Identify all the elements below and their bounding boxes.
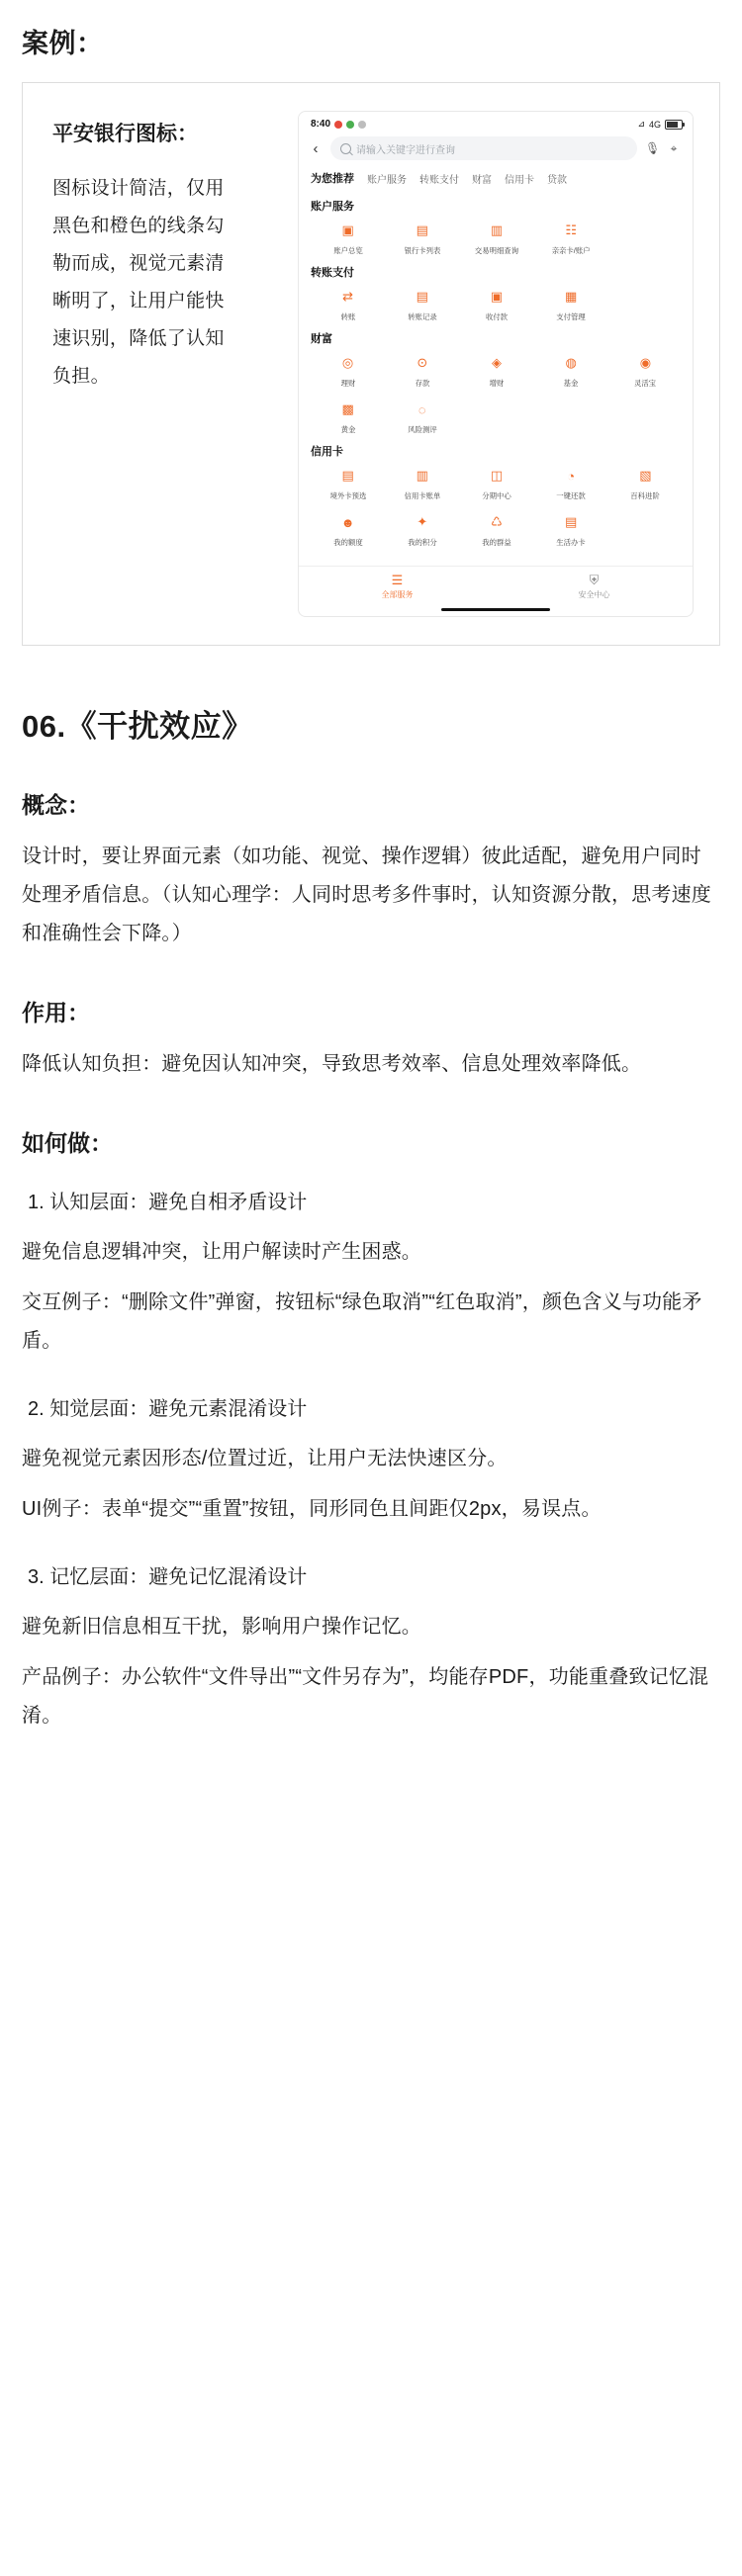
- scan-icon[interactable]: ⌖: [670, 140, 678, 155]
- status-left: [311, 119, 366, 130]
- tabbar-item-all-services[interactable]: [299, 574, 496, 600]
- pay-manage-icon: ▦: [565, 289, 578, 304]
- phone-tabs: [299, 168, 693, 192]
- grid-item[interactable]: [534, 220, 608, 256]
- section-account-service: [299, 192, 693, 258]
- grid-item[interactable]: [534, 465, 608, 501]
- grid-item-label: 风险测评: [408, 425, 437, 434]
- status-time: 8:40: [311, 119, 331, 130]
- grid-item[interactable]: [311, 220, 385, 256]
- tab-recommend[interactable]: 为您推荐: [311, 173, 354, 185]
- grid-item[interactable]: [459, 465, 533, 501]
- grid-item[interactable]: [385, 220, 459, 256]
- section-transfer-pay: [299, 258, 693, 324]
- section-wealth: [299, 324, 693, 437]
- grid-item[interactable]: [311, 399, 385, 435]
- concept-paragraph: 设计时，要让界面元素（如功能、视觉、操作逻辑）彼此适配，避免用户同时处理矛盾信息。（认知心理学：人同时思考多件事时，认知资源分散，思考速度和准确性会下降。）: [22, 845, 711, 944]
- grid-item-label: 银行卡列表: [404, 246, 441, 255]
- grid-item-label: 亲亲卡/账户: [551, 246, 591, 255]
- people-icon: ☷: [565, 222, 578, 237]
- grid-item[interactable]: [459, 286, 533, 322]
- grid-item-label: 收付款: [485, 312, 509, 321]
- grid-item-label: 我的群益: [482, 538, 511, 547]
- status-dot-green: [346, 121, 354, 129]
- grid-item-label: 百科进阶: [630, 491, 661, 500]
- receive-icon: ▣: [490, 289, 504, 304]
- icon-grid: [311, 286, 683, 322]
- grid-item-label: 账户总览: [332, 246, 363, 255]
- repay-icon: ◔: [567, 468, 576, 484]
- grid-item[interactable]: [385, 286, 459, 322]
- points-icon: ✦: [417, 514, 428, 529]
- grid-item[interactable]: [459, 511, 533, 548]
- search-placeholder: 请输入关键字进行查询: [356, 144, 455, 156]
- grid-item[interactable]: [385, 399, 459, 435]
- battery-icon: [665, 120, 683, 130]
- grid-item-label: 分期中心: [482, 491, 511, 500]
- tab-wealth[interactable]: 财富: [472, 174, 492, 186]
- risk-icon: ◌: [417, 401, 426, 417]
- case-body: 图标设计简洁，仅用黑色和橙色的线条勾勒而成，视觉元素清晰明了，让用户能快速识别，降低了认知负担。: [52, 177, 225, 387]
- deposit-icon: ⊙: [417, 355, 428, 370]
- list-item-title-3: 3. 记忆层面：避免记忆混淆设计: [28, 1566, 308, 1588]
- grid-item-label: 灵活宝: [634, 379, 657, 388]
- section-title: 账户服务: [311, 201, 354, 213]
- list-item-desc-1: 避免信息逻辑冲突，让用户解读时产生困惑。: [22, 1241, 421, 1263]
- grid-item-label: 理财: [340, 379, 355, 388]
- shield-icon: ⛨: [589, 573, 600, 587]
- gold-icon: ▩: [341, 401, 354, 416]
- grid-item-label: 我的积分: [408, 538, 437, 547]
- microphone-icon[interactable]: 🎙: [645, 141, 661, 155]
- grid-item[interactable]: [459, 220, 533, 256]
- grid-item-label: 基金: [563, 379, 579, 388]
- transfer-icon: ⇄: [342, 289, 354, 304]
- case-title: 平安银行图标：: [52, 123, 198, 145]
- growth-icon: ◈: [491, 355, 502, 370]
- list-item-example-1: 交互例子：“删除文件”弹窗，按钮标“绿色取消”“红色取消”，颜色含义与功能矛盾。: [22, 1291, 702, 1352]
- list-item-desc-3: 避免新旧信息相互干扰，影响用户操作记忆。: [22, 1616, 421, 1638]
- icon-grid: [311, 220, 683, 256]
- grid-item-label: 一键还款: [556, 491, 586, 500]
- grid-item-label: 我的额度: [332, 538, 363, 547]
- tab-credit-card[interactable]: 信用卡: [505, 174, 534, 186]
- grid-item[interactable]: [534, 511, 608, 548]
- phone-tabbar: [299, 566, 693, 604]
- status-dot-grey: [358, 121, 366, 129]
- status-right: [637, 119, 683, 130]
- wallet-icon: ▣: [341, 222, 354, 237]
- section-credit-card: [299, 437, 693, 550]
- grid-item[interactable]: [534, 352, 608, 389]
- status-network: 4G: [648, 119, 661, 130]
- grid-item[interactable]: [385, 511, 459, 548]
- grid-item[interactable]: [311, 465, 385, 501]
- back-arrow-icon[interactable]: ‹: [313, 139, 319, 157]
- phone-screenshot: [298, 111, 694, 617]
- grid-item-label: 转账记录: [408, 312, 437, 321]
- status-dot-red: [334, 121, 342, 129]
- icon-grid: [311, 352, 683, 435]
- list-item-title-2: 2. 知觉层面：避免元素混淆设计: [28, 1398, 308, 1420]
- grid-item-label: 支付管理: [556, 312, 586, 321]
- grid-item-label: 交易明细查询: [474, 246, 519, 255]
- phone-fade: [299, 550, 693, 566]
- grid-item[interactable]: [385, 352, 459, 389]
- card-icon: ▤: [416, 222, 428, 237]
- section-title: 财富: [311, 333, 332, 345]
- grid-item[interactable]: [385, 465, 459, 501]
- tabbar-label: 全部服务: [381, 590, 414, 599]
- list-item-title-1: 1. 认知层面：避免自相矛盾设计: [28, 1192, 308, 1213]
- grid-item-label: 增财: [489, 379, 505, 388]
- benefit-icon: ♺: [491, 514, 503, 529]
- quota-icon: ☻: [340, 514, 355, 530]
- effect-heading: 作用：: [22, 1000, 90, 1025]
- grid-item-label: 黄金: [340, 425, 355, 434]
- grid-item[interactable]: [608, 465, 683, 501]
- case-heading: 案例：: [22, 29, 104, 58]
- grid-item[interactable]: [311, 352, 385, 389]
- phone-search-row: [299, 133, 693, 168]
- bill-icon: ▥: [416, 468, 428, 483]
- section-title: 转账支付: [311, 267, 354, 279]
- grid-item[interactable]: [459, 352, 533, 389]
- grid-item-label: 转账: [340, 312, 355, 321]
- overseas-card-icon: ▤: [341, 468, 354, 483]
- list-icon: ▥: [490, 222, 504, 237]
- grid-item[interactable]: [608, 352, 683, 389]
- menu-icon: ☰: [391, 573, 404, 587]
- grid-item-label: 生活办卡: [556, 538, 586, 547]
- installment-icon: ◫: [490, 468, 504, 483]
- apply-card-icon: ▤: [565, 514, 578, 529]
- grid-item[interactable]: [311, 286, 385, 322]
- grid-item[interactable]: [534, 286, 608, 322]
- signal-bars-icon: ⊿: [637, 119, 645, 129]
- grid-item-label: 境外卡预选: [329, 491, 366, 500]
- concept-heading: 概念：: [22, 792, 90, 818]
- tab-account-service[interactable]: 账户服务: [367, 174, 407, 186]
- grid-item-label: 存款: [415, 379, 430, 388]
- list-item-desc-2: 避免视觉元素因形态/位置过近，让用户无法快速区分。: [22, 1448, 508, 1469]
- list-item-example-3: 产品例子：办公软件“文件导出”“文件另存为”，均能存PDF，功能重叠致记忆混淆。: [22, 1666, 709, 1727]
- home-indicator: [441, 608, 550, 611]
- tabbar-label: 安全中心: [578, 590, 610, 599]
- search-icon: [340, 143, 351, 154]
- case-box: [22, 82, 720, 646]
- tabbar-item-security[interactable]: [496, 574, 693, 600]
- case-text-column: [52, 111, 240, 617]
- phone-status-bar: [299, 112, 693, 133]
- search-input[interactable]: [330, 136, 637, 160]
- encyclopedia-icon: ▧: [639, 468, 652, 483]
- page-title: 06.《干扰效应》: [22, 709, 253, 744]
- section-title: 信用卡: [311, 446, 343, 458]
- page-root: [0, 22, 742, 2576]
- effect-paragraph: 降低认知负担：避免因认知冲突，导致思考效率、信息处理效率降低。: [22, 1053, 642, 1075]
- list-item-example-2: UI例子：表单“提交”“重置”按钮，同形同色且间距仅2px，易误点。: [22, 1498, 602, 1520]
- tab-loan[interactable]: 贷款: [547, 174, 567, 186]
- record-icon: ▤: [416, 289, 428, 304]
- finance-icon: ◎: [341, 355, 354, 370]
- flexible-icon: ◉: [639, 355, 652, 370]
- tab-transfer-pay[interactable]: 转账支付: [419, 174, 459, 186]
- grid-item-label: 信用卡账单: [404, 491, 441, 500]
- grid-item[interactable]: [311, 511, 385, 548]
- how-heading: 如何做：: [22, 1130, 113, 1156]
- icon-grid: [311, 465, 683, 548]
- fund-icon: ◍: [565, 355, 577, 370]
